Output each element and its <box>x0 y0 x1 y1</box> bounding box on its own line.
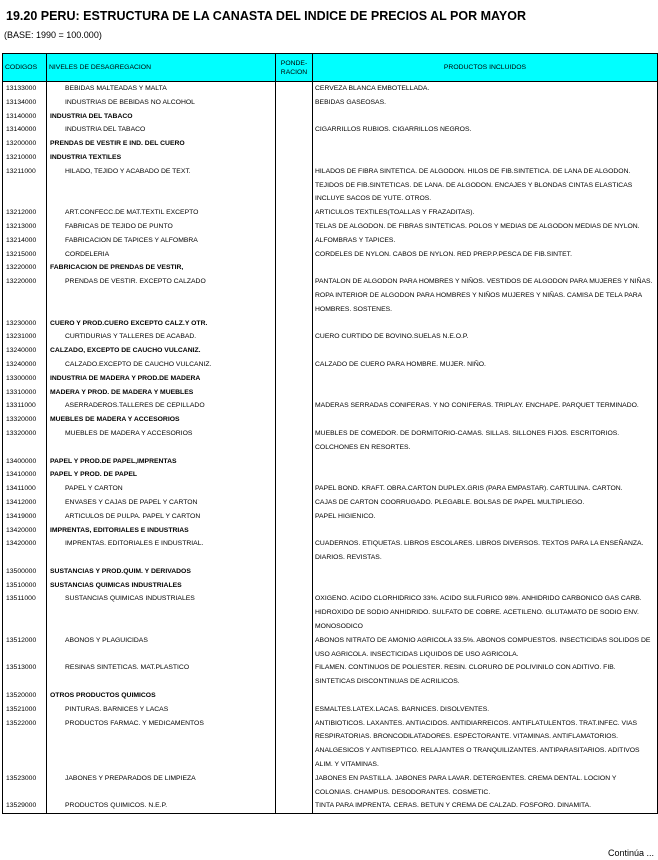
products-cell: FILAMEN. CONTINUOS DE POLIESTER. RESIN. CLORURO DE POLIVINILO CON ADITIVO. FIB. SINTETICAS DISCONTINUAS DE ACRILICOS. <box>313 661 658 689</box>
price-index-table <box>2 53 658 814</box>
ponderacion-cell <box>276 151 313 165</box>
code-cell: 13212000 <box>3 206 47 220</box>
products-cell: PANTALON DE ALGODON PARA HOMBRES Y NIÑOS. VESTIDOS DE ALGODON PARA MUJERES Y NIÑAS. ROPA INTERIOR DE ALGODON PARA HOMBRES Y NIÑOS MUJERES Y NIÑAS. CAMISA DE TELA PARA HOMBRES. SOSTENES. <box>313 275 658 316</box>
desc-cell: PRODUCTOS QUIMICOS. N.E.P. <box>47 799 276 813</box>
products-cell <box>313 455 658 469</box>
header-niveles: NIVELES DE DESAGREGACION <box>47 54 276 82</box>
ponderacion-cell <box>276 137 313 151</box>
table-row <box>3 717 658 772</box>
table-row <box>3 399 658 413</box>
products-cell: CIGARRILLOS RUBIOS. CIGARRILLOS NEGROS. <box>313 123 658 137</box>
ponderacion-cell <box>276 592 313 633</box>
ponderacion-cell <box>276 358 313 372</box>
desc-cell: ARTICULOS DE PULPA. PAPEL Y CARTON <box>47 510 276 524</box>
code-cell: 13220000 <box>3 261 47 275</box>
code-cell: 13200000 <box>3 137 47 151</box>
ponderacion-cell <box>276 468 313 482</box>
table-row <box>3 220 658 234</box>
table-row <box>3 151 658 165</box>
desc-cell: HILADO, TEJIDO Y ACABADO DE TEXT. <box>47 165 276 206</box>
ponderacion-cell <box>276 427 313 455</box>
header-productos: PRODUCTOS INCLUIDOS <box>313 54 658 82</box>
code-cell: 13513000 <box>3 661 47 689</box>
table-row <box>3 248 658 262</box>
code-cell: 13320000 <box>3 427 47 455</box>
ponderacion-cell <box>276 110 313 124</box>
products-cell <box>313 689 658 703</box>
desc-cell: PAPEL Y PROD.DE PAPEL,IMPRENTAS <box>47 455 276 469</box>
desc-cell: PRENDAS DE VESTIR. EXCEPTO CALZADO <box>47 275 276 316</box>
ponderacion-cell <box>276 524 313 538</box>
products-cell <box>313 579 658 593</box>
table-row <box>3 317 658 331</box>
products-cell: PAPEL BOND. KRAFT. OBRA.CARTON DUPLEX.GRIS (PARA EMPASTAR). CARTULINA. CARTON. <box>313 482 658 496</box>
ponderacion-cell <box>276 496 313 510</box>
desc-cell: ASERRADEROS.TALLERES DE CEPILLADO <box>47 399 276 413</box>
code-cell: 13140000 <box>3 110 47 124</box>
desc-cell: ART.CONFECC.DE MAT.TEXTIL EXCEPTO <box>47 206 276 220</box>
products-cell: OXIGENO. ACIDO CLORHIDRICO 33%. ACIDO SULFURICO 98%. ANHIDRIDO CARBONICO GAS CARB. HIDROXIDO DE SODIO ANHIDRIDO. SULFATO DE COBRE. ACETILENO. GLUTAMATO DE SODIO ENV. MONOSODICO <box>313 592 658 633</box>
desc-cell: INDUSTRIA DE MADERA Y PROD.DE MADERA <box>47 372 276 386</box>
products-cell <box>313 386 658 400</box>
desc-cell: MUEBLES DE MADERA Y ACCESORIOS <box>47 427 276 455</box>
desc-cell: FABRICAS DE TEJIDO DE PUNTO <box>47 220 276 234</box>
ponderacion-cell <box>276 96 313 110</box>
desc-cell: INDUSTRIA DEL TABACO <box>47 123 276 137</box>
products-cell: ALFOMBRAS Y TAPICES. <box>313 234 658 248</box>
desc-cell: FABRICACION DE PRENDAS DE VESTIR, <box>47 261 276 275</box>
ponderacion-cell <box>276 372 313 386</box>
products-cell <box>313 468 658 482</box>
ponderacion-cell <box>276 482 313 496</box>
ponderacion-cell <box>276 206 313 220</box>
table-row <box>3 82 658 96</box>
products-cell <box>313 137 658 151</box>
code-cell: 13310000 <box>3 386 47 400</box>
ponderacion-cell <box>276 248 313 262</box>
products-cell: ANTIBIOTICOS. LAXANTES. ANTIACIDOS. ANTIDIARREICOS. ANTIFLATULENTOS. TRAT.INFEC. VIAS RESPIRATORIAS. BRONCODILATADORES. ESPECTORANTE. VITAMINAS. ANTIFLAMATORIOS. ANALGESICOS Y ANTISEPTICO. RELAJANTES O TRANQUILIZANTES. ANTIPARASITARIOS. ADITIVOS ALIM. Y VITAMINAS. <box>313 717 658 772</box>
desc-cell: PRENDAS DE VESTIR E IND. DEL CUERO <box>47 137 276 151</box>
desc-cell: CALZADO.EXCEPTO DE CAUCHO VULCANIZ. <box>47 358 276 372</box>
products-cell: CALZADO DE CUERO PARA HOMBRE. MUJER. NIÑO. <box>313 358 658 372</box>
table-row <box>3 275 658 316</box>
code-cell: 13210000 <box>3 151 47 165</box>
ponderacion-cell <box>276 689 313 703</box>
table-row <box>3 592 658 633</box>
table-row <box>3 110 658 124</box>
code-cell: 13320000 <box>3 413 47 427</box>
table-row <box>3 123 658 137</box>
ponderacion-cell <box>276 799 313 813</box>
table-row <box>3 455 658 469</box>
products-cell: TINTA PARA IMPRENTA. CERAS. BETUN Y CREMA DE CALZAD. FOSFORO. DINAMITA. <box>313 799 658 813</box>
ponderacion-cell <box>276 344 313 358</box>
table-row <box>3 482 658 496</box>
code-cell: 13215000 <box>3 248 47 262</box>
products-cell: CUADERNOS. ETIQUETAS. LIBROS ESCOLARES. LIBROS DIVERSOS. TEXTOS PARA LA ENSEÑANZA. DIARIOS. REVISTAS. <box>313 537 658 565</box>
desc-cell: PAPEL Y PROD. DE PAPEL <box>47 468 276 482</box>
ponderacion-cell <box>276 234 313 248</box>
products-cell: ESMALTES.LATEX.LACAS. BARNICES. DISOLVENTES. <box>313 703 658 717</box>
desc-cell: PAPEL Y CARTON <box>47 482 276 496</box>
ponderacion-cell <box>276 413 313 427</box>
table-row <box>3 661 658 689</box>
code-cell: 13311000 <box>3 399 47 413</box>
code-cell: 13511000 <box>3 592 47 633</box>
table-row <box>3 165 658 206</box>
code-cell: 13420000 <box>3 537 47 565</box>
products-cell: MUEBLES DE COMEDOR. DE DORMITORIO-CAMAS. SILLAS. SILLONES FIJOS. ESCRITORIOS. COLCHONES EN RESORTES. <box>313 427 658 455</box>
desc-cell: MADERA Y PROD. DE MADERA Y MUEBLES <box>47 386 276 400</box>
table-row <box>3 799 658 813</box>
page-title: 19.20 PERU: ESTRUCTURA DE LA CANASTA DEL INDICE DE PRECIOS AL POR MAYOR <box>6 9 526 23</box>
code-cell: 13140000 <box>3 123 47 137</box>
desc-cell: INDUSTRIA DEL TABACO <box>47 110 276 124</box>
ponderacion-cell <box>276 772 313 800</box>
code-cell: 13213000 <box>3 220 47 234</box>
products-cell <box>313 344 658 358</box>
ponderacion-cell <box>276 386 313 400</box>
products-cell: ARTICULOS TEXTILES(TOALLAS Y FRAZADITAS). <box>313 206 658 220</box>
code-cell: 13400000 <box>3 455 47 469</box>
ponderacion-cell <box>276 123 313 137</box>
table-row <box>3 689 658 703</box>
code-cell: 13410000 <box>3 468 47 482</box>
table-body <box>3 82 658 814</box>
code-cell: 13522000 <box>3 717 47 772</box>
ponderacion-cell <box>276 275 313 316</box>
products-cell: BEBIDAS GASEOSAS. <box>313 96 658 110</box>
desc-cell: MUEBLES DE MADERA Y ACCESORIOS <box>47 413 276 427</box>
code-cell: 13214000 <box>3 234 47 248</box>
table-row <box>3 96 658 110</box>
table-row <box>3 510 658 524</box>
table-row <box>3 386 658 400</box>
ponderacion-cell <box>276 220 313 234</box>
products-cell <box>313 524 658 538</box>
table-header-row <box>3 54 658 82</box>
desc-cell: SUSTANCIAS Y PROD.QUIM. Y DERIVADOS <box>47 565 276 579</box>
table-row <box>3 413 658 427</box>
ponderacion-cell <box>276 165 313 206</box>
code-cell: 13529000 <box>3 799 47 813</box>
desc-cell: ABONOS Y PLAGUICIDAS <box>47 634 276 662</box>
table-row <box>3 537 658 565</box>
products-cell: JABONES EN PASTILLA. JABONES PARA LAVAR. DETERGENTES. CREMA DENTAL. LOCION Y COLONIAS. CHAMPUS. DESODORANTES. COSMETIC. <box>313 772 658 800</box>
continua-note: Continúa ... <box>607 848 654 858</box>
table-row <box>3 234 658 248</box>
desc-cell: RESINAS SINTETICAS. MAT.PLASTICO <box>47 661 276 689</box>
table-row <box>3 137 658 151</box>
table-row <box>3 703 658 717</box>
products-cell <box>313 565 658 579</box>
code-cell: 13134000 <box>3 96 47 110</box>
code-cell: 13231000 <box>3 330 47 344</box>
desc-cell: OTROS PRODUCTOS QUIMICOS <box>47 689 276 703</box>
desc-cell: PINTURAS. BARNICES Y LACAS <box>47 703 276 717</box>
table-row <box>3 372 658 386</box>
table-row <box>3 344 658 358</box>
code-cell: 13512000 <box>3 634 47 662</box>
table-row <box>3 579 658 593</box>
ponderacion-cell <box>276 579 313 593</box>
code-cell: 13240000 <box>3 358 47 372</box>
products-cell <box>313 413 658 427</box>
code-cell: 13521000 <box>3 703 47 717</box>
products-cell: ABONOS NITRATO DE AMONIO AGRICOLA 33.5%. ABONOS COMPUESTOS. INSECTICIDAS SOLIDOS DE USO AGRICOLA. INSECTICIDAS LIQUIDOS DE USO AGRICOLA. <box>313 634 658 662</box>
desc-cell: INDUSTRIA TEXTILES <box>47 151 276 165</box>
code-cell: 13240000 <box>3 344 47 358</box>
desc-cell: SUSTANCIAS QUIMICAS INDUSTRIALES <box>47 592 276 633</box>
code-cell: 13412000 <box>3 496 47 510</box>
ponderacion-cell <box>276 537 313 565</box>
ponderacion-cell <box>276 703 313 717</box>
desc-cell: CORDELERIA <box>47 248 276 262</box>
ponderacion-cell <box>276 717 313 772</box>
products-cell <box>313 317 658 331</box>
code-cell: 13500000 <box>3 565 47 579</box>
header-ponderacion-text: PONDE- RACION <box>280 59 308 76</box>
header-codigos: CODIGOS <box>3 54 47 82</box>
products-cell: PAPEL HIGIENICO. <box>313 510 658 524</box>
desc-cell: SUSTANCIAS QUIMICAS INDUSTRIALES <box>47 579 276 593</box>
code-cell: 13520000 <box>3 689 47 703</box>
desc-cell: PRODUCTOS FARMAC. Y MEDICAMENTOS <box>47 717 276 772</box>
products-cell: CORDELES DE NYLON. CABOS DE NYLON. RED PREP.P.PESCA DE FIB.SINTET. <box>313 248 658 262</box>
products-cell: CUERO CURTIDO DE BOVINO.SUELAS N.E.O.P. <box>313 330 658 344</box>
products-cell <box>313 372 658 386</box>
header-ponderacion <box>276 54 313 82</box>
products-cell: MADERAS SERRADAS CONIFERAS. Y NO CONIFERAS. TRIPLAY. ENCHAPE. PARQUET TERMINADO. <box>313 399 658 413</box>
products-cell: CAJAS DE CARTON COORRUGADO. PLEGABLE. BOLSAS DE PAPEL MULTIPLIEGO. <box>313 496 658 510</box>
base-note: (BASE: 1990 = 100.000) <box>4 30 102 40</box>
table-row <box>3 565 658 579</box>
table-row <box>3 358 658 372</box>
code-cell: 13419000 <box>3 510 47 524</box>
code-cell: 13510000 <box>3 579 47 593</box>
ponderacion-cell <box>276 261 313 275</box>
ponderacion-cell <box>276 317 313 331</box>
desc-cell: INDUSTRIAS DE BEBIDAS NO ALCOHOL <box>47 96 276 110</box>
ponderacion-cell <box>276 330 313 344</box>
ponderacion-cell <box>276 510 313 524</box>
products-cell <box>313 151 658 165</box>
table-row <box>3 468 658 482</box>
table-row <box>3 772 658 800</box>
code-cell: 13411000 <box>3 482 47 496</box>
table-row <box>3 496 658 510</box>
products-cell: CERVEZA BLANCA EMBOTELLADA. <box>313 82 658 96</box>
ponderacion-cell <box>276 634 313 662</box>
code-cell: 13220000 <box>3 275 47 316</box>
products-cell <box>313 110 658 124</box>
products-cell: TELAS DE ALGODON. DE FIBRAS SINTETICAS. POLOS Y MEDIAS DE ALGODON MEDIAS DE NYLON. <box>313 220 658 234</box>
table-row <box>3 524 658 538</box>
code-cell: 13133000 <box>3 82 47 96</box>
desc-cell: FABRICACION DE TAPICES Y ALFOMBRA <box>47 234 276 248</box>
desc-cell: BEBIDAS MALTEADAS Y MALTA <box>47 82 276 96</box>
table-row <box>3 261 658 275</box>
code-cell: 13420000 <box>3 524 47 538</box>
desc-cell: JABONES Y PREPARADOS DE LIMPIEZA <box>47 772 276 800</box>
code-cell: 13211000 <box>3 165 47 206</box>
desc-cell: CALZADO, EXCEPTO DE CAUCHO VULCANIZ. <box>47 344 276 358</box>
desc-cell: CURTIDURIAS Y TALLERES DE ACABAD. <box>47 330 276 344</box>
ponderacion-cell <box>276 455 313 469</box>
ponderacion-cell <box>276 661 313 689</box>
ponderacion-cell <box>276 399 313 413</box>
products-cell <box>313 261 658 275</box>
code-cell: 13523000 <box>3 772 47 800</box>
code-cell: 13300000 <box>3 372 47 386</box>
table-row <box>3 330 658 344</box>
desc-cell: IMPRENTAS, EDITORIALES E INDUSTRIAS <box>47 524 276 538</box>
desc-cell: IMPRENTAS. EDITORIALES E INDUSTRIAL. <box>47 537 276 565</box>
table-row <box>3 427 658 455</box>
ponderacion-cell <box>276 565 313 579</box>
table-row <box>3 634 658 662</box>
ponderacion-cell <box>276 82 313 96</box>
code-cell: 13230000 <box>3 317 47 331</box>
table-row <box>3 206 658 220</box>
products-cell: HILADOS DE FIBRA SINTETICA. DE ALGODON. HILOS DE FIB.SINTETICA. DE LANA DE ALGODON. TEJIDOS DE FIB.SINTETICAS. DE LANA. DE ALGODON. ENCAJES Y BLONDAS CINTAS ELASTICAS INCLUYE SACOS DE YUTE. OTROS. <box>313 165 658 206</box>
desc-cell: CUERO Y PROD.CUERO EXCEPTO CALZ.Y OTR. <box>47 317 276 331</box>
desc-cell: ENVASES Y CAJAS DE PAPEL Y CARTON <box>47 496 276 510</box>
